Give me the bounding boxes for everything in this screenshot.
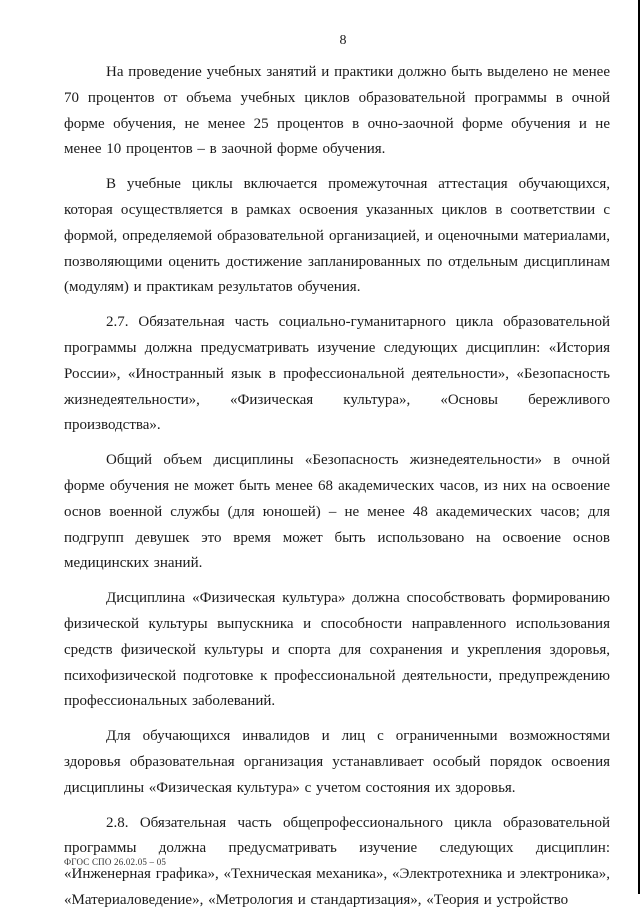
paragraph-physical-culture: Дисциплина «Физическая культура» должна способствовать формированию физической культуры выпускника и способности направленного использования средств физической культуры и спорта для сохранения и укрепления здоровья, психофизической подготовке к профессиональной деятельности, предупреждению профессиональных заболеваний. xyxy=(64,590,610,710)
paragraph-life-safety-volume: Общий объем дисциплины «Безопасность жизнедеятельности» в очной форме обучения не может быть менее 68 академических часов, из них на освоение основ военной службы (для юношей) – не менее 48 академических часов; для подгрупп девушек это время может быть использовано на освоение основ медицинских знаний. xyxy=(64,452,610,572)
page-number: 8 xyxy=(339,33,347,48)
paragraph-2-7-social-humanitarian: 2.7. Обязательная часть социально-гуманитарного цикла образовательной программы должна предусматривать изучение следующих дисциплин: «История России», «Иностранный язык в профессиональной деятельности», «Безопасность жизнедеятельности», «Физическая культура», «Основы бережливого производства». xyxy=(64,314,610,434)
document-footer-code: ФГОС СПО 26.02.05 – 05 xyxy=(64,857,167,867)
paragraph-disabled-students: Для обучающихся инвалидов и лиц с ограниченными возможностями здоровья образовательная организация устанавливает особый порядок освоения дисциплины «Физическая культура» с учетом состояния их здоровья. xyxy=(64,728,610,796)
document-body xyxy=(64,60,610,923)
paragraph-2-8-general-professional: 2.8. Обязательная часть общепрофессионального цикла образовательной программы должна предусматривать изучение следующих дисциплин: «Инженерная графика», «Техническая механика», «Электротехника и электроника», «Материаловедение», «Метрология и стандартизация», «Теория и устройство xyxy=(64,814,610,908)
paragraph-intermediate-attestation: В учебные циклы включается промежуточная аттестация обучающихся, которая осуществляется в рамках освоения указанных циклов в соответствии с формой, определяемой образовательной организацией, и оценочными материалами, позволяющими оценить достижение запланированных по отдельным дисциплинам (модулям) и практикам результатов обучения. xyxy=(64,176,610,296)
paragraph-practice-share: На проведение учебных занятий и практики должно быть выделено не менее 70 процентов от объема учебных циклов образовательной программы в очной форме обучения, не менее 25 процентов в очно-заочной форме обучения и не менее 10 процентов – в заочной форме обучения. xyxy=(64,64,610,158)
